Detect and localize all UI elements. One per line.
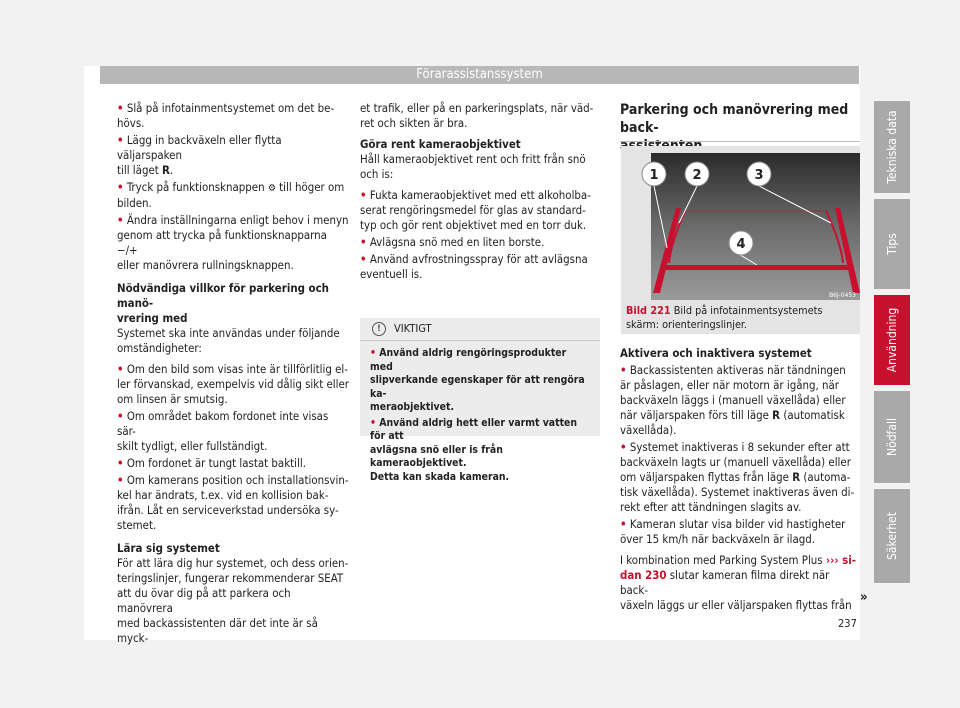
warning-item-1: • Använd aldrig rengöringsprodukter med slipverkande egenskaper för att rengöra ka- meraobjektivet. <box>370 347 585 413</box>
heading-conditions: Nödvändiga villkor för parkering och manö- vrering med <box>117 281 329 325</box>
tab-anvandning[interactable]: Användning <box>874 295 910 385</box>
learn-paragraph: För att lära dig hur systemet, och dess orien- teringslinjer, fungerar rekommenderar SEAT att du övar dig på att parkera och manövrera med backassistenten där det inte är så myck- <box>117 556 349 645</box>
figure-caption: Bild 221 Bild på infotainmentsystemets skärm: orienteringslinjer. <box>626 304 823 331</box>
bullet-icon: • <box>117 473 124 487</box>
figure-label: Bild 221 <box>626 304 671 317</box>
column-right-body <box>620 346 860 613</box>
activate-item-2: • Systemet inaktiveras i 8 sekunder efter att backväxeln lagts ur (manuell växellåda) eller om väljarspaken flyttas från läge R (automa- tisk växellåda). Systemet inaktiveras även di- rekt efter att tändningen slagits av. <box>620 440 855 514</box>
bullet-icon: • <box>117 456 124 470</box>
warning-body <box>360 341 600 484</box>
bullet-icon: • <box>360 235 367 249</box>
bullet-icon: • <box>117 133 124 147</box>
clean-intro: Håll kameraobjektivet rent och fritt från snö och is: <box>360 152 586 181</box>
column-left <box>117 101 349 654</box>
bullet-icon: • <box>370 416 376 429</box>
callout-3 <box>747 162 771 186</box>
tab-tips[interactable]: Tips <box>874 199 910 289</box>
distance-line <box>663 265 848 270</box>
camera-screen-image <box>651 153 860 300</box>
activate-item-3: • Kameran slutar visa bilder vid hastigheter över 15 km/h när backväxeln är ilagd. <box>620 517 846 546</box>
svg-text:3: 3 <box>754 168 764 183</box>
warning-title: VIKTIGT <box>394 322 432 335</box>
learn-paragraph-cont: et trafik, eller på en parkeringsplats, när väd- ret och sikten är bra. <box>360 101 594 130</box>
bullet-icon: • <box>620 517 627 531</box>
bullet-icon: • <box>117 362 124 376</box>
warning-icon: ! <box>372 322 386 336</box>
bullet-icon: • <box>370 347 376 359</box>
page-reference-link[interactable]: ››› si- dan 230 <box>620 553 857 582</box>
conditions-intro: Systemet ska inte användas under följande omständigheter: <box>117 326 340 355</box>
step-4: • Ändra inställningarna enligt behov i menyn genom att trycka på funktionsknapparna −/+ eller manövrera rullningsknappen. <box>117 213 349 272</box>
camera-settings-icon: ⚙ <box>267 183 276 194</box>
heading-activate: Aktivera och inaktivera systemet <box>620 346 812 360</box>
step-1: • Slå på infotainmentsystemet om det be- hövs. <box>117 101 335 130</box>
figure-code: B6J-0453 <box>829 292 856 299</box>
tab-nodfall[interactable]: Nödfall <box>874 391 910 483</box>
activate-item-1: • Backassistenten aktiveras när tändningen är påslagen, eller när motorn är igång, när backväxeln läggs i (manuell växellåda) eller när väljarspaken förs till läge R (automatisk växellåda). <box>620 363 846 437</box>
svg-text:4: 4 <box>736 237 746 252</box>
bullet-icon: • <box>360 252 367 266</box>
tab-sakerhet[interactable]: Säkerhet <box>874 489 910 583</box>
page-number: 237 <box>838 617 857 630</box>
step-2: • Lägg in backväxeln eller flytta väljarspaken till läget R. <box>117 133 282 177</box>
clean-step-1: • Fukta kameraobjektivet med ett alkoholba- serat rengöringsmedel för glas av standard- typ och gör rent objektivet med en torr duk. <box>360 188 591 232</box>
bullet-icon: • <box>117 180 124 194</box>
divider <box>620 141 860 142</box>
condition-4: • Om kamerans position och installationsvin- kel har ändrats, t.ex. vid en kollision bak- ifrån. Låt en serviceverkstad undersöka sy- stemet. <box>117 473 349 532</box>
tab-tekniska-data[interactable]: Tekniska data <box>874 101 910 193</box>
svg-text:2: 2 <box>692 168 702 183</box>
warning-box <box>360 318 600 483</box>
warning-header <box>360 318 600 341</box>
condition-1: • Om den bild som visas inte är tillförlitlig el- ler förvanskad, exempelvis vid dålig sikt eller om linsen är smutsig. <box>117 362 350 406</box>
heading-clean-lens: Göra rent kameraobjektivet <box>360 137 521 151</box>
svg-text:1: 1 <box>649 168 659 183</box>
bullet-icon: • <box>117 409 124 423</box>
continue-icon: » <box>860 590 868 605</box>
condition-2: • Om området bakom fordonet inte visas sär- skilt tydligt, eller fullständigt. <box>117 409 329 453</box>
bullet-icon: • <box>360 188 367 202</box>
condition-3: • Om fordonet är tungt lastat baktill. <box>117 456 306 470</box>
page-header: Förarassistanssystem <box>100 66 859 84</box>
heading-learn: Lära sig systemet <box>117 541 220 555</box>
callout-2 <box>685 162 709 186</box>
parking-plus-paragraph: I kombination med Parking System Plus ››› si- dan 230 slutar kameran filma direkt när back- växeln läggs ur eller väljarspaken flyttas från <box>620 553 857 612</box>
section-title: Parkering och manövrering med back- <box>620 102 849 136</box>
bullet-icon: • <box>620 440 627 454</box>
callout-4 <box>729 231 753 255</box>
callout-1 <box>642 162 666 186</box>
bullet-icon: • <box>620 363 627 377</box>
step-3: • Tryck på funktionsknappen ⚙ till höger om bilden. <box>117 180 345 210</box>
column-middle <box>360 101 600 284</box>
warning-item-2: • Använd aldrig hett eller varmt vatten för att avlägsna snö eller is från kameraobjektivet. Detta kan skada kameran. <box>370 416 578 483</box>
clean-step-3: • Använd avfrostningsspray för att avlägsna eventuell is. <box>360 252 588 281</box>
bullet-icon: • <box>117 101 124 115</box>
bullet-icon: • <box>117 213 124 227</box>
clean-step-2: • Avlägsna snö med en liten borste. <box>360 235 545 249</box>
